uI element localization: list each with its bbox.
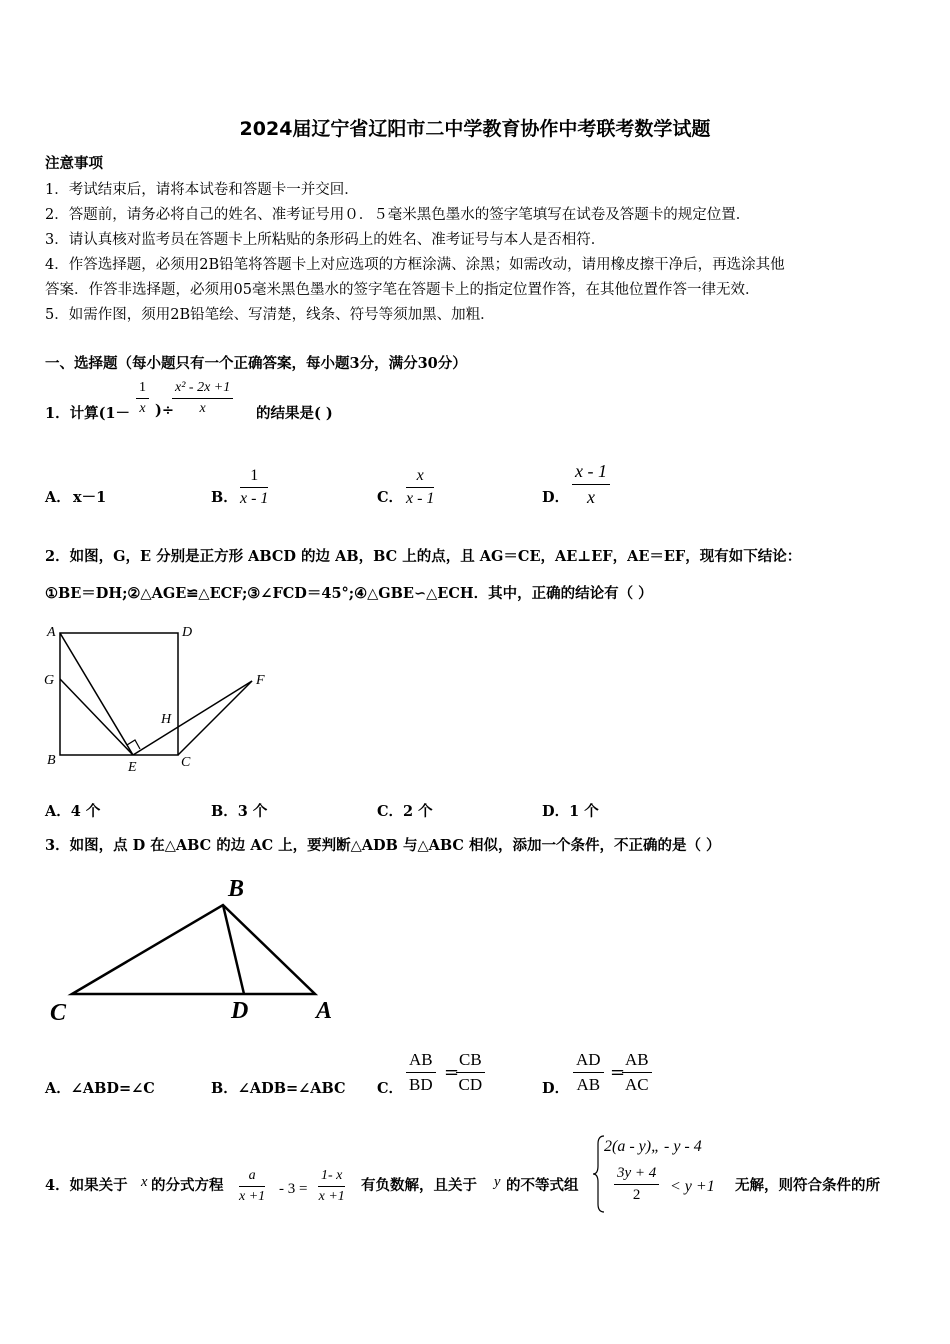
q2-option-c: C．2 个 bbox=[377, 803, 433, 820]
q3-option-c-fraction-left bbox=[406, 1050, 436, 1095]
q2-option-d: D．1 个 bbox=[542, 803, 599, 820]
q4-sys-num: 3y + 4 bbox=[614, 1165, 659, 1185]
q4-var-y: y bbox=[494, 1174, 501, 1190]
label-d: D bbox=[231, 998, 249, 1024]
q3-option-c-fraction-right bbox=[456, 1050, 485, 1095]
notice-heading: 注意事项 bbox=[45, 155, 103, 172]
page-title: 2024届辽宁省辽阳市二中学教育协作中考联考数学试题 bbox=[239, 118, 711, 140]
q1-option-d-label: D． bbox=[542, 489, 570, 506]
q1-option-a-label: A． bbox=[45, 489, 71, 506]
brace-path bbox=[593, 1136, 604, 1212]
q3-c-d1: BD bbox=[409, 1075, 433, 1094]
q1-option-c-fraction bbox=[406, 467, 434, 508]
q1-d-den: x bbox=[586, 487, 595, 507]
triangle-abc bbox=[72, 905, 315, 994]
q4-eq-text: 的分式方程 bbox=[151, 1177, 224, 1194]
label-c: C bbox=[181, 755, 191, 770]
q1-option-b-label: B． bbox=[211, 489, 238, 506]
q2-figure-square bbox=[40, 618, 280, 778]
label-h: H bbox=[161, 712, 172, 727]
q3-d-d1: AB bbox=[576, 1075, 601, 1094]
q4-fraction-2 bbox=[318, 1168, 345, 1205]
q2-line-2: ①BE＝DH;②△AGE≌△ECF;③∠FCD＝45°;④△GBE∽△ECH．其中，正确的结论有（ ） bbox=[45, 585, 653, 602]
q3-d-d2: AC bbox=[625, 1075, 649, 1094]
q3-option-d-fraction-right bbox=[622, 1050, 652, 1095]
label-a: A bbox=[316, 998, 333, 1024]
notice-item: 答案．作答非选择题，必须用05毫米黑色墨水的签字笔在答题卡上的指定位置作答，在其他位置作答一律无效． bbox=[45, 282, 760, 298]
q1-d-num: x - 1 bbox=[572, 461, 610, 485]
label-b: B bbox=[47, 753, 56, 768]
q1-b-den: x - 1 bbox=[240, 490, 269, 507]
notice-item: 2．答题前，请务必将自己的姓名、准考证号用０．５毫米黑色墨水的签字笔填写在试卷及答题卡的规定位置． bbox=[45, 207, 751, 223]
square-abcd bbox=[60, 633, 178, 755]
q3-c-n2: CB bbox=[456, 1050, 485, 1073]
notice-item: 4．作答选择题，必须用2B铅笔将答题卡上对应选项的方框涂满、涂黑；如需改动，请用橡皮擦干净后，再选涂其他 bbox=[45, 257, 785, 273]
q1-fraction-2 bbox=[172, 380, 233, 417]
q1-f2-den: x bbox=[199, 401, 206, 416]
q3-option-a: A．∠ABD=∠C bbox=[45, 1080, 155, 1097]
section-heading: 一、选择题（每小题只有一个正确答案，每小题3分，满分30分） bbox=[45, 355, 467, 372]
q4-mid: 有负数解，且关于 bbox=[361, 1177, 477, 1194]
q1-option-c-label: C． bbox=[377, 489, 404, 506]
q3-figure-triangle bbox=[40, 868, 360, 1033]
q1-option-a-text: x－1 bbox=[73, 489, 107, 506]
label-e: E bbox=[128, 760, 137, 775]
segment-ge bbox=[60, 679, 133, 755]
q4-prefix: 4．如果关于 bbox=[45, 1177, 128, 1194]
q4-suffix: 无解，则符合条件的所 bbox=[735, 1177, 880, 1194]
notice-item: 3．请认真核对监考员在答题卡上所粘贴的条形码上的姓名、准考证号与本人是否相符． bbox=[45, 232, 606, 248]
segment-ae bbox=[60, 633, 133, 755]
q4-fraction-1 bbox=[239, 1168, 265, 1205]
q4-system-line-1: 2(a - y)„ - y - 4 bbox=[604, 1138, 702, 1155]
q1-f1-num: 1 bbox=[136, 380, 149, 399]
label-b: B bbox=[228, 876, 245, 902]
q4-minus-3: - 3 = bbox=[279, 1181, 308, 1197]
q1-prefix: 1．计算(1－ bbox=[45, 405, 131, 422]
q4-ineq-text: 的不等式组 bbox=[506, 1177, 579, 1194]
segment-ef bbox=[133, 681, 252, 755]
label-c: C bbox=[50, 1000, 67, 1026]
label-a: A bbox=[47, 625, 56, 640]
q1-mid: )÷ bbox=[155, 402, 175, 419]
q1-suffix: 的结果是( ) bbox=[256, 405, 333, 422]
q2-option-a: A．4 个 bbox=[45, 803, 101, 820]
q3-c-d2: CD bbox=[458, 1075, 483, 1094]
q3-d-equals: = bbox=[610, 1062, 626, 1083]
notice-item: 1．考试结束后，请将本试卷和答题卡一并交回． bbox=[45, 182, 359, 198]
q3-d-n2: AB bbox=[622, 1050, 652, 1073]
q1-f2-num: x² - 2x +1 bbox=[172, 380, 233, 399]
label-g: G bbox=[44, 673, 55, 688]
q2-line-1: 2．如图，G，E 分别是正方形 ABCD 的边 AB，BC 上的点，且 AG＝CE，AE⊥EF，AE＝EF，现有如下结论： bbox=[45, 548, 802, 565]
q3-option-d-fraction-left bbox=[573, 1050, 604, 1095]
q4-sys-den: 2 bbox=[632, 1187, 641, 1203]
q4-system-fraction bbox=[614, 1165, 659, 1204]
q3-option-d-label: D． bbox=[542, 1080, 570, 1097]
q4-f2-den: x +1 bbox=[318, 1189, 345, 1204]
segment-cf bbox=[178, 681, 252, 755]
q4-system-rhs: < y +1 bbox=[670, 1178, 715, 1195]
q3-c-equals: = bbox=[444, 1062, 460, 1083]
q4-f1-num: a bbox=[239, 1168, 265, 1187]
q3-text: 3．如图，点 D 在△ABC 的边 AC 上，要判断△ADB 与△ABC 相似，添加一个条件，不正确的是（ ） bbox=[45, 837, 721, 854]
label-d: D bbox=[182, 625, 193, 640]
q3-d-n1: AD bbox=[573, 1050, 604, 1073]
q3-option-b: B．∠ADB=∠ABC bbox=[211, 1080, 346, 1097]
segment-bd bbox=[223, 905, 244, 994]
q1-option-d-fraction bbox=[572, 461, 610, 508]
q4-f1-den: x +1 bbox=[239, 1189, 266, 1204]
q4-f2-num: 1- x bbox=[318, 1168, 345, 1187]
q1-c-num: x bbox=[406, 467, 434, 488]
q1-f1-den: x bbox=[139, 401, 146, 416]
q1-b-num: 1 bbox=[240, 467, 268, 488]
q1-option-b-fraction bbox=[240, 467, 268, 508]
q4-var-x: x bbox=[141, 1174, 148, 1190]
q3-option-c-label: C． bbox=[377, 1080, 404, 1097]
q3-c-n1: AB bbox=[406, 1050, 436, 1073]
q2-option-b: B．3 个 bbox=[211, 803, 268, 820]
q1-c-den: x - 1 bbox=[406, 490, 435, 507]
q1-fraction-1 bbox=[136, 380, 149, 417]
notice-item: 5．如需作图，须用2B铅笔绘、写清楚，线条、符号等须加黑、加粗． bbox=[45, 307, 495, 323]
label-f: F bbox=[256, 673, 265, 688]
